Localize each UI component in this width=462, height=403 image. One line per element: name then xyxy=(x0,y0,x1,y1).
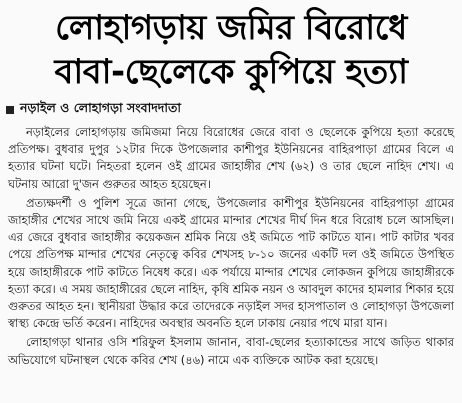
headline-line-2: বাবা-ছেলেকে কুপিয়ে হত্যা xyxy=(54,52,408,92)
square-bullet-icon xyxy=(6,106,14,114)
byline-text: নড়াইল ও লোহাগড়া সংবাদদাতা xyxy=(20,100,182,115)
paragraph-3: লোহাগড়া থানার ওসি শরিফুল ইসলাম জানান, বাবা-ছেলের হত্যাকান্ডের সাথে জড়িত থাকার অভিযোগে ঘটনাস্থল থেকে কবির শেখ (৪৬) নামে এক ব্যক্তিকে আটক করা হয়েছে। xyxy=(8,335,454,367)
paragraph-2: প্রত্যক্ষদর্শী ও পুলিশ সূত্রে জানা গেছে, উপজেলার কাশীপুর ইউনিয়নের বাহিরপাড়া গ্রামের জাহাঙ্গীর শেখের সাথে জমি নিয়ে একই গ্রামের মান্দার শেখের দীর্ঘ দিন ধরে বিরোধ চলে আসছিল। এর জেরে বুধবার জাহাঙ্গীর কয়েকজন শ্রমিক নিয়ে ওই জমিতে পাট কাটতে যান। পাট কাটার খবর পেয়ে প্রতিপক্ষ মান্দার শেখের নেতৃত্বে কবির শেখসহ ৮-১০ জনের একটি দল ওই জমিতে উপস্থিত হয়ে জাহাঙ্গীরকে পাট কাটতে নিষেধ করে। এক পর্যায়ে মান্দার শেখের লোকজন কুপিয়ে জাহাঙ্গীরকে হত্যা করে। এ সময় জাহাঙ্গীরের ছেলে নাহিদ, কৃষি শ্রমিক নয়ন ও আবদুল কাদের হামলার শিকার হয়ে গুরুতর আহত হন। স্থানীয়রা উদ্ধার করে তাদেরকে নড়াইল সদর হাসপাতাল ও লোহাগড়া উপজেলা স্বাস্থ্য কেন্দ্রে ভর্তি করেন। নাহিদের অবস্থার অবনতি হলে ঢাকায় নেয়ার পথে মারা যান। xyxy=(8,195,454,331)
article-body xyxy=(0,124,462,369)
byline xyxy=(6,100,462,120)
headline-line-1: লোহাগড়ায় জমির বিরোধে xyxy=(55,8,407,48)
paragraph-1: নড়াইলের লোহাগড়ায় জমিজমা নিয়ে বিরোধের জেরে বাবা ও ছেলেকে কুপিয়ে হত্যা করেছে প্রতিপক্ষ। বুধবার দুপুর ১২টার দিকে উপজেলার কাশীপুর ইউনিয়নের বাহিরপাড়া গ্রামের বিলে এ হত্যার ঘটনা ঘটে। নিহতরা হলেন ওই গ্রামের জাহাঙ্গীর শেখ (৬২) ও তার ছেলে নাহিদ শেখ। এ ঘটনায় আরো দু'জন গুরুতর আহত হয়েছেন। xyxy=(8,125,454,191)
